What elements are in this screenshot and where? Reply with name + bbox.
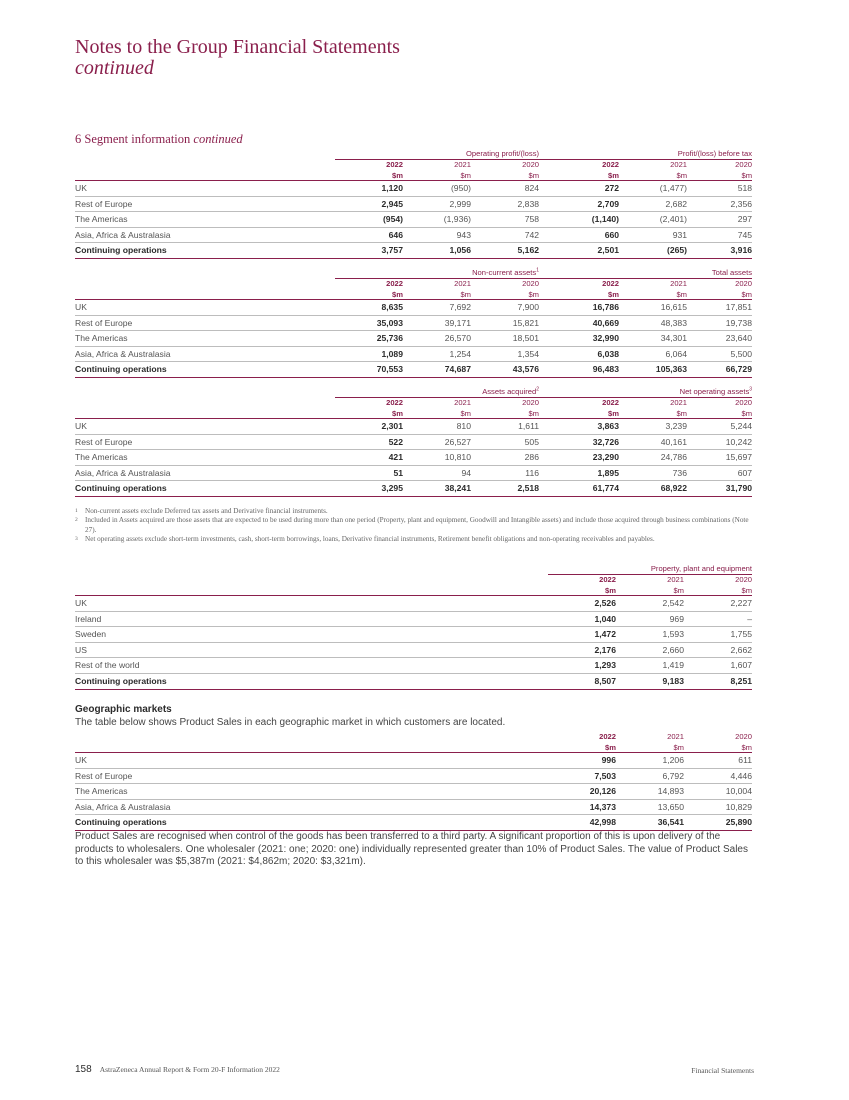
row-label: Continuing operations — [75, 673, 548, 689]
footnote-text: Non-current assets exclude Deferred tax assets and Derivative financial instruments. — [85, 507, 328, 515]
spacer — [75, 398, 335, 409]
cell-value: 16,786 — [539, 300, 619, 316]
cell-value: 16,615 — [619, 300, 687, 316]
row-label: Continuing operations — [75, 815, 548, 831]
cell-value: 6,064 — [619, 346, 687, 362]
row-label: Sweden — [75, 627, 548, 643]
cell-value: 35,093 — [335, 315, 403, 331]
cell-value: 34,301 — [619, 331, 687, 347]
table-geographic-markets — [75, 732, 752, 831]
year-header: 2022 — [599, 732, 616, 741]
cell-value: 3,757 — [335, 243, 403, 259]
unit-header: $m — [471, 289, 539, 300]
spacer — [75, 160, 335, 171]
cell-value: 6,792 — [616, 768, 684, 784]
cell-value: 19,738 — [687, 315, 752, 331]
group-header: Non-current assets$^1$ — [335, 267, 539, 279]
table-row — [75, 627, 752, 643]
cell-value: 5,500 — [687, 346, 752, 362]
row-label: The Americas — [75, 331, 335, 347]
value-table — [75, 732, 752, 831]
cell-value: 1,056 — [403, 243, 471, 259]
cell-value: 421 — [335, 450, 403, 466]
year-header: 2020 — [522, 279, 539, 288]
cell-value: 31,790 — [687, 481, 752, 497]
year-header: 2022 — [602, 279, 619, 288]
group-header: Property, plant and equipment — [548, 563, 752, 575]
cell-value: 1,755 — [684, 627, 752, 643]
table-row — [75, 212, 752, 228]
year-header: 2021 — [454, 398, 471, 407]
cell-value: 4,446 — [684, 768, 752, 784]
cell-value: 2,662 — [684, 642, 752, 658]
cell-value: 17,851 — [687, 300, 752, 316]
row-label: Continuing operations — [75, 243, 335, 259]
segment-table — [75, 386, 752, 497]
spacer — [75, 170, 335, 181]
table-row — [75, 434, 752, 450]
spacer — [75, 289, 335, 300]
group-header: Net operating assets$^3$ — [539, 386, 752, 398]
cell-value: 2,526 — [548, 596, 616, 612]
cell-value: 20,126 — [548, 784, 616, 800]
cell-value: 18,501 — [471, 331, 539, 347]
year-header: 2022 — [386, 398, 403, 407]
page-title: Notes to the Group Financial Statements — [75, 36, 400, 58]
unit-header: $m — [616, 742, 684, 753]
cell-value: 68,922 — [619, 481, 687, 497]
cell-value: 943 — [403, 227, 471, 243]
cell-value: 8,635 — [335, 300, 403, 316]
footnote — [75, 507, 752, 516]
cell-value: 1,206 — [616, 753, 684, 769]
cell-value: 3,239 — [619, 419, 687, 435]
cell-value: 2,518 — [471, 481, 539, 497]
total-row — [75, 673, 752, 689]
cell-value: 2,176 — [548, 642, 616, 658]
cell-value: 36,541 — [616, 815, 684, 831]
row-label: Rest of Europe — [75, 434, 335, 450]
cell-value: 2,682 — [619, 196, 687, 212]
table-row — [75, 799, 752, 815]
cell-value: 7,900 — [471, 300, 539, 316]
cell-value: (1,140) — [539, 212, 619, 228]
cell-value: 48,383 — [619, 315, 687, 331]
page-number: 158 — [75, 1064, 92, 1075]
cell-value: 1,419 — [616, 658, 684, 674]
cell-value: 518 — [687, 181, 752, 197]
footnote — [75, 516, 752, 535]
total-row — [75, 362, 752, 378]
spacer — [75, 279, 335, 290]
cell-value: 51 — [335, 465, 403, 481]
cell-value: 32,990 — [539, 331, 619, 347]
spacer — [75, 732, 548, 742]
cell-value: 10,004 — [684, 784, 752, 800]
year-header: 2020 — [735, 732, 752, 741]
year-header: 2022 — [386, 279, 403, 288]
year-header: 2021 — [670, 279, 687, 288]
cell-value: 10,810 — [403, 450, 471, 466]
table-property-plant-equipment — [75, 563, 752, 690]
unit-header: $m — [335, 170, 403, 181]
cell-value: 931 — [619, 227, 687, 243]
cell-value: 32,726 — [539, 434, 619, 450]
year-header: 2021 — [454, 279, 471, 288]
unit-header: $m — [619, 170, 687, 181]
cell-value: 824 — [471, 181, 539, 197]
group-header: Assets acquired$^2$ — [335, 386, 539, 398]
row-label: Rest of the world — [75, 658, 548, 674]
year-header: 2021 — [667, 732, 684, 741]
cell-value: 3,916 — [687, 243, 752, 259]
row-label: UK — [75, 596, 548, 612]
row-label: The Americas — [75, 784, 548, 800]
spacer — [75, 148, 335, 160]
cell-value: 26,527 — [403, 434, 471, 450]
cell-value: 9,183 — [616, 673, 684, 689]
cell-value: 39,171 — [403, 315, 471, 331]
geographic-markets-text: Product Sales are recognised when control of the goods has been transferred to a third party. A significant proportion of this is upon delivery of the products to wholesalers. One wholesaler (2021: one; 2020: one) individually represented greater than 10% of Product Sales. The value of Product Sales to this wholesaler was $5,387m (2021: $4,862m; 2020: $3,321m). — [75, 831, 748, 868]
cell-value: 2,301 — [335, 419, 403, 435]
cell-value: 611 — [684, 753, 752, 769]
total-row — [75, 481, 752, 497]
cell-value: 43,576 — [471, 362, 539, 378]
report-name: AstraZeneca Annual Report & Form 20-F Information 2022 — [99, 1065, 280, 1074]
group-header: Total assets — [539, 267, 752, 279]
table-row — [75, 450, 752, 466]
cell-value: (1,936) — [403, 212, 471, 228]
spacer — [75, 267, 335, 279]
row-label: US — [75, 642, 548, 658]
unit-header: $m — [548, 742, 616, 753]
cell-value: 3,295 — [335, 481, 403, 497]
spacer — [75, 742, 548, 753]
cell-value: 1,040 — [548, 611, 616, 627]
year-header: 2020 — [735, 575, 753, 584]
unit-header: $m — [335, 408, 403, 419]
cell-value: 6,038 — [539, 346, 619, 362]
footer-section: Financial Statements — [691, 1066, 754, 1075]
footnote-ref: 1 — [536, 267, 539, 274]
spacer — [75, 386, 335, 398]
page-footer — [75, 1064, 754, 1075]
table-row — [75, 642, 752, 658]
cell-value: 94 — [403, 465, 471, 481]
cell-value: 607 — [687, 465, 752, 481]
cell-value: 1,089 — [335, 346, 403, 362]
row-label: Asia, Africa & Australasia — [75, 465, 335, 481]
unit-header: $m — [539, 170, 619, 181]
cell-value: 2,838 — [471, 196, 539, 212]
cell-value: (954) — [335, 212, 403, 228]
row-label: Rest of Europe — [75, 196, 335, 212]
unit-header: $m — [471, 408, 539, 419]
unit-header: $m — [687, 408, 752, 419]
footnote — [75, 535, 752, 544]
row-label: The Americas — [75, 450, 335, 466]
row-label: Asia, Africa & Australasia — [75, 346, 335, 362]
geographic-markets-intro: The table below shows Product Sales in each geographic market in which customers are located. — [75, 717, 506, 728]
segment-table — [75, 148, 752, 259]
unit-header: $m — [687, 170, 752, 181]
row-label: Rest of Europe — [75, 768, 548, 784]
year-header: 2021 — [454, 160, 471, 169]
cell-value: 105,363 — [619, 362, 687, 378]
cell-value: 286 — [471, 450, 539, 466]
footnote-text: Included in Assets acquired are those assets that are expected to be used during more than one period (Property, plant and equipment, Goodwill and Intangible assets) and include those acquired through business combinations (Note 27). — [85, 516, 749, 534]
cell-value: 522 — [335, 434, 403, 450]
section-continued: continued — [193, 132, 243, 146]
cell-value: 2,356 — [687, 196, 752, 212]
footnote-ref: 3 — [749, 386, 753, 393]
footnotes — [75, 507, 752, 545]
table-row — [75, 784, 752, 800]
cell-value: 2,542 — [616, 596, 684, 612]
cell-value: 758 — [471, 212, 539, 228]
cell-value: 660 — [539, 227, 619, 243]
cell-value: 10,829 — [684, 799, 752, 815]
cell-value: 74,687 — [403, 362, 471, 378]
cell-value: 745 — [687, 227, 752, 243]
cell-value: 646 — [335, 227, 403, 243]
table-row — [75, 196, 752, 212]
cell-value: 1,611 — [471, 419, 539, 435]
row-label: UK — [75, 181, 335, 197]
row-label: UK — [75, 300, 335, 316]
row-label: Continuing operations — [75, 481, 335, 497]
table-operating-profit — [75, 148, 752, 259]
year-header: 2022 — [602, 398, 619, 407]
row-label: Continuing operations — [75, 362, 335, 378]
row-label: The Americas — [75, 212, 335, 228]
row-label: UK — [75, 753, 548, 769]
spacer — [75, 585, 548, 596]
year-header: 2022 — [599, 575, 616, 584]
spacer — [75, 575, 548, 586]
footnote-ref: 2 — [536, 386, 539, 393]
unit-header: $m — [403, 170, 471, 181]
cell-value: 2,227 — [684, 596, 752, 612]
cell-value: 7,692 — [403, 300, 471, 316]
cell-value: 7,503 — [548, 768, 616, 784]
cell-value: 1,120 — [335, 181, 403, 197]
spacer — [75, 408, 335, 419]
table-row — [75, 181, 752, 197]
cell-value: 116 — [471, 465, 539, 481]
unit-header: $m — [687, 289, 752, 300]
cell-value: 10,242 — [687, 434, 752, 450]
table-row — [75, 419, 752, 435]
cell-value: 1,895 — [539, 465, 619, 481]
footnote-mark: 1 — [75, 508, 78, 514]
unit-header: $m — [403, 289, 471, 300]
geographic-markets-title: Geographic markets — [75, 704, 172, 715]
cell-value: 61,774 — [539, 481, 619, 497]
table-row — [75, 753, 752, 769]
table-row — [75, 227, 752, 243]
cell-value: 2,945 — [335, 196, 403, 212]
group-header: Profit/(loss) before tax — [539, 148, 752, 160]
year-header: 2020 — [522, 398, 539, 407]
cell-value: 70,553 — [335, 362, 403, 378]
cell-value: 742 — [471, 227, 539, 243]
total-row — [75, 243, 752, 259]
row-label: UK — [75, 419, 335, 435]
cell-value: (2,401) — [619, 212, 687, 228]
section-heading — [75, 132, 243, 147]
row-label: Asia, Africa & Australasia — [75, 227, 335, 243]
footnote-mark: 2 — [75, 517, 78, 524]
cell-value: 23,290 — [539, 450, 619, 466]
year-header: 2021 — [670, 398, 687, 407]
cell-value: 14,373 — [548, 799, 616, 815]
year-header: 2021 — [670, 160, 688, 169]
table-row — [75, 346, 752, 362]
year-header: 2020 — [735, 279, 752, 288]
cell-value: 2,709 — [539, 196, 619, 212]
group-header: Operating profit/(loss) — [335, 148, 539, 160]
unit-header: $m — [684, 742, 752, 753]
cell-value: 1,254 — [403, 346, 471, 362]
unit-header: $m — [619, 408, 687, 419]
table-acquired-net-operating — [75, 386, 752, 497]
row-label: Rest of Europe — [75, 315, 335, 331]
footnote-mark: 3 — [75, 536, 78, 543]
cell-value: 969 — [616, 611, 684, 627]
unit-header: $m — [548, 585, 616, 596]
cell-value: 8,507 — [548, 673, 616, 689]
cell-value: 1,593 — [616, 627, 684, 643]
year-header: 2020 — [735, 160, 753, 169]
cell-value: 505 — [471, 434, 539, 450]
unit-header: $m — [619, 289, 687, 300]
cell-value: (1,477) — [619, 181, 687, 197]
unit-header: $m — [335, 289, 403, 300]
year-header: 2022 — [386, 160, 403, 169]
cell-value: 8,251 — [684, 673, 752, 689]
cell-value: 40,669 — [539, 315, 619, 331]
unit-header: $m — [471, 170, 539, 181]
year-header: 2020 — [522, 160, 540, 169]
cell-value: 2,999 — [403, 196, 471, 212]
spacer — [75, 563, 548, 575]
cell-value: 1,293 — [548, 658, 616, 674]
cell-value: 42,998 — [548, 815, 616, 831]
unit-header: $m — [616, 585, 684, 596]
cell-value: (950) — [403, 181, 471, 197]
cell-value: 2,660 — [616, 642, 684, 658]
cell-value: – — [684, 611, 752, 627]
cell-value: 3,863 — [539, 419, 619, 435]
segment-table — [75, 267, 752, 378]
cell-value: 297 — [687, 212, 752, 228]
cell-value: 15,821 — [471, 315, 539, 331]
cell-value: 24,786 — [619, 450, 687, 466]
cell-value: 5,162 — [471, 243, 539, 259]
cell-value: 736 — [619, 465, 687, 481]
cell-value: 25,890 — [684, 815, 752, 831]
cell-value: 38,241 — [403, 481, 471, 497]
year-header: 2020 — [735, 398, 753, 407]
cell-value: 1,354 — [471, 346, 539, 362]
cell-value: 2,501 — [539, 243, 619, 259]
year-header: 2021 — [667, 575, 684, 584]
table-row — [75, 300, 752, 316]
table-row — [75, 596, 752, 612]
unit-header: $m — [403, 408, 471, 419]
cell-value: 13,650 — [616, 799, 684, 815]
total-row — [75, 815, 752, 831]
cell-value: 96,483 — [539, 362, 619, 378]
cell-value: 14,893 — [616, 784, 684, 800]
page-subtitle: continued — [75, 57, 154, 79]
cell-value: (265) — [619, 243, 687, 259]
cell-value: 66,729 — [687, 362, 752, 378]
table-row — [75, 768, 752, 784]
cell-value: 810 — [403, 419, 471, 435]
unit-header: $m — [539, 289, 619, 300]
cell-value: 40,161 — [619, 434, 687, 450]
cell-value: 1,607 — [684, 658, 752, 674]
cell-value: 25,736 — [335, 331, 403, 347]
cell-value: 23,640 — [687, 331, 752, 347]
table-row — [75, 315, 752, 331]
table-row — [75, 611, 752, 627]
unit-header: $m — [684, 585, 752, 596]
footnote-text: Net operating assets exclude short-term investments, cash, short-term borrowings, loans, Derivative financial instruments, Retirement benefit obligations and non-operating receivables and payables. — [85, 535, 655, 544]
table-row — [75, 658, 752, 674]
table-row — [75, 465, 752, 481]
value-table — [75, 563, 752, 690]
table-assets — [75, 267, 752, 378]
table-row — [75, 331, 752, 347]
cell-value: 272 — [539, 181, 619, 197]
cell-value: 5,244 — [687, 419, 752, 435]
unit-header: $m — [539, 408, 619, 419]
cell-value: 996 — [548, 753, 616, 769]
row-label: Ireland — [75, 611, 548, 627]
cell-value: 1,472 — [548, 627, 616, 643]
cell-value: 15,697 — [687, 450, 752, 466]
section-title: 6 Segment information — [75, 132, 191, 146]
row-label: Asia, Africa & Australasia — [75, 799, 548, 815]
cell-value: 26,570 — [403, 331, 471, 347]
year-header: 2022 — [602, 160, 620, 169]
